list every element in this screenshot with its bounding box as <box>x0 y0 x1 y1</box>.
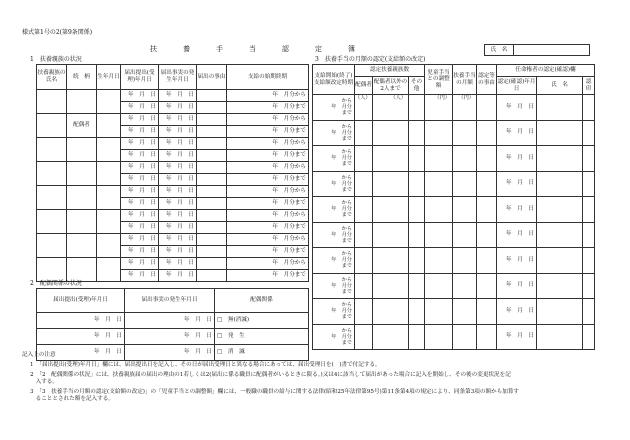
filed-date-cell[interactable]: 年 月 日 <box>121 150 159 162</box>
event-date-cell[interactable]: 年 月 日 <box>159 186 197 198</box>
period-cell[interactable] <box>313 299 355 325</box>
kara-label: から <box>341 276 352 283</box>
header-dependent-name: 扶養親族の氏名 <box>37 65 67 90</box>
dependent-name-cell[interactable] <box>37 90 67 114</box>
made-label: まで <box>341 288 352 295</box>
seal-cell[interactable] <box>583 197 595 223</box>
note-item: 3 「3 扶養手当の月額の認定(支給額の改定)」の「児童手当との調整額」欄には、一般職の職員の給与に関する法律(昭和25年法律第95号)第11条第4項の規定により、同条第3項の額から加算す <box>30 389 520 395</box>
reason-cell[interactable] <box>197 210 227 222</box>
event-date-cell[interactable]: 年 月 日 <box>159 102 197 114</box>
reason-cell[interactable] <box>197 222 227 234</box>
payment-end-cell[interactable]: 年 月分まで <box>227 222 309 234</box>
made-label: まで <box>341 237 352 244</box>
others2-count-cell[interactable] <box>373 197 409 223</box>
header-child-adjust: 児童手当との調整額 <box>425 65 453 95</box>
monthly-cell[interactable] <box>453 299 477 325</box>
seal-name-cell[interactable] <box>537 171 583 197</box>
header-payment: 支給の始期終期 <box>227 65 309 90</box>
event-date-cell[interactable]: 年 月 日 <box>159 198 197 210</box>
filed-date-cell[interactable]: 年 月 日 <box>121 162 159 174</box>
monthly-cell[interactable] <box>453 273 477 299</box>
made-label: まで <box>341 339 352 346</box>
reason-cell[interactable] <box>477 146 497 172</box>
dependent-name-cell[interactable] <box>37 258 67 282</box>
filed-date-cell[interactable]: 年 月 日 <box>121 198 159 210</box>
event-date-cell[interactable]: 年 月 日 <box>159 270 197 282</box>
month-label: 年 月分 <box>331 155 352 162</box>
kara-label: から <box>341 98 352 105</box>
child-adjust-cell[interactable] <box>425 171 453 197</box>
filed-date-cell[interactable]: 年 月 日 <box>121 210 159 222</box>
filed-date-cell[interactable]: 年 月 日 <box>121 234 159 246</box>
reason-cell[interactable] <box>197 174 227 186</box>
made-label: まで <box>341 314 352 321</box>
event-date-cell[interactable]: 年 月 日 <box>159 210 197 222</box>
dependent-name-cell[interactable] <box>37 138 67 162</box>
child-adjust-cell[interactable] <box>425 324 453 350</box>
seal-name-cell[interactable] <box>537 299 583 325</box>
dependent-row <box>37 210 309 222</box>
others2-count-cell[interactable] <box>373 299 409 325</box>
child-adjust-cell[interactable] <box>425 273 453 299</box>
period-cell[interactable] <box>313 120 355 146</box>
header-period: 支給開始(終了)支給額改定時期 <box>313 65 355 95</box>
spouse-option-none[interactable]: □ 無(消滅) <box>215 313 309 329</box>
relation-cell[interactable] <box>67 138 97 162</box>
spouse-event-date[interactable]: 年 月 日 <box>125 329 215 345</box>
note-item: 1 「届出提出(受理)年月日」欄には、届出提出日を記入し、その日が届出受理日と異なる場合にあっては、届出受理日を( )書で付記する。 <box>30 362 381 368</box>
kara-label: から <box>341 149 352 156</box>
month-label: 年 月分 <box>331 206 352 213</box>
other-count-cell[interactable] <box>409 222 425 248</box>
reason-cell[interactable] <box>197 246 227 258</box>
approval-date-cell[interactable]: 年 月 日 <box>497 146 537 172</box>
seal-name-cell[interactable] <box>537 197 583 223</box>
month-label: 年 月分 <box>331 231 352 238</box>
made-label: まで <box>341 161 352 168</box>
child-adjust-cell[interactable] <box>425 248 453 274</box>
header-monthly: 扶養手当の月額 <box>453 65 477 95</box>
payment-end-cell[interactable]: 年 月分まで <box>227 102 309 114</box>
payment-start-cell[interactable]: 年 月分から <box>227 90 309 102</box>
spouse-event-date[interactable]: 年 月 日 <box>125 313 215 329</box>
approval-date-cell[interactable]: 年 月 日 <box>497 222 537 248</box>
reason-cell[interactable] <box>477 120 497 146</box>
event-date-cell[interactable]: 年 月 日 <box>159 162 197 174</box>
notes-list <box>30 362 519 403</box>
filed-date-cell[interactable]: 年 月 日 <box>121 258 159 270</box>
header-count-group: 認定扶養親族数 <box>355 65 425 77</box>
header-others2: 配偶者以外の2人まで <box>373 77 409 95</box>
monthly-cell[interactable]: （円） <box>453 95 477 121</box>
seal-cell[interactable] <box>583 171 595 197</box>
spouse-filed-date[interactable]: 年 月 日 <box>37 345 125 361</box>
relation-cell[interactable] <box>67 234 97 258</box>
others2-count-cell[interactable] <box>373 171 409 197</box>
name-box <box>484 44 590 56</box>
reason-cell[interactable] <box>197 90 227 102</box>
dependent-row <box>37 186 309 198</box>
reason-cell[interactable] <box>477 248 497 274</box>
period-cell[interactable] <box>313 146 355 172</box>
relation-cell[interactable] <box>67 186 97 210</box>
spouse-count-cell[interactable] <box>355 324 373 350</box>
seal-name-cell[interactable] <box>537 95 583 121</box>
relation-cell[interactable] <box>67 258 97 282</box>
reason-cell[interactable] <box>477 95 497 121</box>
note-item: ることとされた額を記入する。 <box>30 396 114 402</box>
relation-cell[interactable] <box>67 90 97 114</box>
spouse-filed-date[interactable]: 年 月 日 <box>37 313 125 329</box>
spouse-count-cell[interactable] <box>355 273 373 299</box>
other-count-cell[interactable] <box>409 197 425 223</box>
birth-cell[interactable] <box>97 90 121 114</box>
filed-date-cell[interactable]: 年 月 日 <box>121 246 159 258</box>
monthly-cell[interactable] <box>453 146 477 172</box>
payment-start-cell[interactable]: 年 月分から <box>227 114 309 126</box>
header-event: 届出事実の発生年月日 <box>159 65 197 90</box>
filed-date-cell[interactable]: 年 月 日 <box>121 126 159 138</box>
header-approval-date: 認定(確認)年月日 <box>497 77 537 95</box>
dependent-row <box>37 114 309 126</box>
kara-label: から <box>341 200 352 207</box>
made-label: まで <box>341 263 352 270</box>
reason-cell[interactable] <box>197 102 227 114</box>
birth-cell[interactable] <box>97 114 121 138</box>
other-count-cell[interactable] <box>409 95 425 121</box>
dependent-name-cell[interactable] <box>37 114 67 138</box>
spouse-event-date[interactable]: 年 月 日 <box>125 345 215 361</box>
allowance-row <box>313 146 595 172</box>
child-adjust-cell[interactable]: （円） <box>425 95 453 121</box>
filed-date-cell[interactable]: 年 月 日 <box>121 222 159 234</box>
dependent-row <box>37 138 309 150</box>
filed-date-cell[interactable]: 年 月 日 <box>121 174 159 186</box>
period-cell[interactable] <box>313 171 355 197</box>
payment-end-cell[interactable]: 年 月分まで <box>227 270 309 282</box>
monthly-cell[interactable] <box>453 248 477 274</box>
period-cell[interactable] <box>313 248 355 274</box>
made-label: まで <box>341 135 352 142</box>
seal-cell[interactable] <box>583 248 595 274</box>
filed-date-cell[interactable]: 年 月 日 <box>121 138 159 150</box>
section1-heading: 1 扶養親族の状況 <box>30 56 82 63</box>
reason-cell[interactable] <box>197 186 227 198</box>
dependent-name-cell[interactable] <box>37 210 67 234</box>
event-date-cell[interactable]: 年 月 日 <box>159 222 197 234</box>
month-label: 年 月分 <box>331 129 352 136</box>
other-count-cell[interactable] <box>409 171 425 197</box>
kara-label: から <box>341 251 352 258</box>
payment-start-cell[interactable]: 年 月分から <box>227 186 309 198</box>
filed-date-cell[interactable]: 年 月 日 <box>121 186 159 198</box>
child-adjust-cell[interactable] <box>425 197 453 223</box>
others2-count-cell[interactable] <box>373 222 409 248</box>
allowance-row <box>313 171 595 197</box>
reason-cell[interactable] <box>477 222 497 248</box>
reason-cell[interactable] <box>197 258 227 270</box>
header-other: その他 <box>409 77 425 95</box>
seal-cell[interactable] <box>583 120 595 146</box>
spouse-count-cell[interactable] <box>355 146 373 172</box>
event-date-cell[interactable]: 年 月 日 <box>159 246 197 258</box>
other-count-cell[interactable] <box>409 324 425 350</box>
allowance-row <box>313 299 595 325</box>
allowance-row <box>313 120 595 146</box>
spouse-count-cell[interactable] <box>355 120 373 146</box>
payment-start-cell[interactable]: 年 月分から <box>227 258 309 270</box>
seal-cell[interactable] <box>583 222 595 248</box>
reason-cell[interactable] <box>197 114 227 126</box>
spouse-count-cell[interactable] <box>355 299 373 325</box>
seal-cell[interactable] <box>583 95 595 121</box>
spouse-count-cell[interactable] <box>355 222 373 248</box>
event-date-cell[interactable]: 年 月 日 <box>159 114 197 126</box>
spouse-count-cell[interactable] <box>355 197 373 223</box>
others2-count-cell[interactable] <box>373 324 409 350</box>
spouse-option-end[interactable]: □ 消 滅 <box>215 345 309 361</box>
header-seal: 認印 <box>583 77 595 95</box>
dependent-row <box>37 90 309 102</box>
dependent-name-cell[interactable] <box>37 162 67 186</box>
monthly-cell[interactable] <box>453 324 477 350</box>
reason-cell[interactable] <box>197 150 227 162</box>
name-field[interactable] <box>514 45 590 56</box>
month-label: 年 月分 <box>331 282 352 289</box>
dependent-row <box>37 234 309 246</box>
period-cell[interactable] <box>313 324 355 350</box>
seal-name-cell[interactable] <box>537 120 583 146</box>
birth-cell[interactable] <box>97 162 121 186</box>
spouse-count-cell[interactable] <box>355 171 373 197</box>
approval-date-cell[interactable]: 年 月 日 <box>497 248 537 274</box>
dependent-row <box>37 258 309 270</box>
reason-cell[interactable] <box>477 171 497 197</box>
others2-count-cell[interactable] <box>373 120 409 146</box>
reason-cell[interactable] <box>197 138 227 150</box>
approval-date-cell[interactable]: 年 月 日 <box>497 120 537 146</box>
month-label: 年 月分 <box>331 180 352 187</box>
reason-cell[interactable] <box>197 198 227 210</box>
made-label: まで <box>341 186 352 193</box>
birth-cell[interactable] <box>97 234 121 258</box>
payment-start-cell[interactable]: 年 月分から <box>227 234 309 246</box>
spouse-table <box>36 288 309 361</box>
allowance-row <box>313 248 595 274</box>
seal-name-cell[interactable] <box>537 273 583 299</box>
other-count-cell[interactable] <box>409 248 425 274</box>
header-reason: 認定等の事由 <box>477 65 497 95</box>
month-label: 年 月分 <box>331 257 352 264</box>
seal-cell[interactable] <box>583 146 595 172</box>
monthly-cell[interactable] <box>453 222 477 248</box>
month-label: 年 月分 <box>331 104 352 111</box>
month-label: 年 月分 <box>331 308 352 315</box>
monthly-cell[interactable] <box>453 120 477 146</box>
other-count-cell[interactable] <box>409 146 425 172</box>
approval-date-cell[interactable]: 年 月 日 <box>497 273 537 299</box>
approval-date-cell[interactable]: 年 月 日 <box>497 197 537 223</box>
payment-end-cell[interactable]: 年 月分まで <box>227 174 309 186</box>
seal-name-cell[interactable] <box>537 324 583 350</box>
name-label: 氏 名 <box>485 45 514 56</box>
seal-cell[interactable] <box>583 299 595 325</box>
others2-count-cell[interactable]: （人） <box>373 95 409 121</box>
approval-date-cell[interactable]: 年 月 日 <box>497 299 537 325</box>
header-seal-name: 氏 名 <box>537 77 583 95</box>
reason-cell[interactable] <box>477 299 497 325</box>
birth-cell[interactable] <box>97 258 121 282</box>
payment-start-cell[interactable]: 年 月分から <box>227 138 309 150</box>
event-date-cell[interactable]: 年 月 日 <box>159 126 197 138</box>
event-date-cell[interactable]: 年 月 日 <box>159 234 197 246</box>
header-manager-group: 任命権者の認定(確認)欄 <box>497 65 595 77</box>
reason-cell[interactable] <box>197 270 227 282</box>
birth-cell[interactable] <box>97 138 121 162</box>
payment-end-cell[interactable]: 年 月分まで <box>227 246 309 258</box>
other-count-cell[interactable] <box>409 120 425 146</box>
section3-heading: 3 扶養手当の月額の認定(支給額の改定) <box>315 56 426 63</box>
filed-date-cell[interactable]: 年 月 日 <box>121 102 159 114</box>
child-adjust-cell[interactable] <box>425 146 453 172</box>
seal-cell[interactable] <box>583 273 595 299</box>
reason-cell[interactable] <box>197 234 227 246</box>
dependent-name-cell[interactable] <box>37 186 67 210</box>
payment-start-cell[interactable]: 年 月分から <box>227 210 309 222</box>
spouse-option-occur[interactable]: □ 発 生 <box>215 329 309 345</box>
allowance-row <box>313 95 595 121</box>
allowance-row <box>313 273 595 299</box>
filed-date-cell[interactable]: 年 月 日 <box>121 90 159 102</box>
period-cell[interactable] <box>313 95 355 121</box>
spouse-count-cell[interactable] <box>355 248 373 274</box>
dependents-table <box>36 64 309 282</box>
spouse-filed-date[interactable]: 年 月 日 <box>37 329 125 345</box>
reason-cell[interactable] <box>477 324 497 350</box>
header-relation: 続 柄 <box>67 65 97 90</box>
child-adjust-cell[interactable] <box>425 120 453 146</box>
payment-end-cell[interactable]: 年 月分まで <box>227 126 309 138</box>
header-filed: 届出提出(受理)年月日 <box>121 65 159 90</box>
section2-heading: 2 配偶関係の状況 <box>30 280 82 287</box>
kara-label: から <box>341 302 352 309</box>
payment-start-cell[interactable]: 年 月分から <box>227 162 309 174</box>
others2-count-cell[interactable] <box>373 146 409 172</box>
seal-cell[interactable] <box>583 324 595 350</box>
spouse-header-filed: 届出提出(受理)年月日 <box>37 289 125 313</box>
kara-label: から <box>341 174 352 181</box>
reason-cell[interactable] <box>197 126 227 138</box>
filed-date-cell[interactable]: 年 月 日 <box>121 114 159 126</box>
others2-count-cell[interactable] <box>373 273 409 299</box>
birth-cell[interactable] <box>97 210 121 234</box>
others2-count-cell[interactable] <box>373 248 409 274</box>
made-label: まで <box>341 110 352 117</box>
payment-end-cell[interactable]: 年 月分まで <box>227 198 309 210</box>
allowance-table <box>312 64 595 350</box>
note-item: 2 「2 配偶関係の状況」には、扶養親族届の届出の理由の1若しくは2(届出に係る職員に配偶者がいるときに限る。)又は4に該当して届出があった場合に記入を開始し、その後の変更状況を記 <box>30 372 511 378</box>
relation-cell[interactable] <box>67 210 97 234</box>
period-cell[interactable] <box>313 273 355 299</box>
event-date-cell[interactable]: 年 月 日 <box>159 90 197 102</box>
note-item: 入する。 <box>30 379 58 385</box>
made-label: まで <box>341 212 352 219</box>
kara-label: から <box>341 123 352 130</box>
header-birth: 生年月日 <box>97 65 121 90</box>
child-adjust-cell[interactable] <box>425 299 453 325</box>
seal-name-cell[interactable] <box>537 146 583 172</box>
approval-date-cell[interactable]: 年 月 日 <box>497 324 537 350</box>
allowance-row <box>313 222 595 248</box>
dependent-row <box>37 162 309 174</box>
header-spouse: 配偶者 <box>355 77 373 95</box>
payment-end-cell[interactable]: 年 月分まで <box>227 150 309 162</box>
spouse-count-cell[interactable]: （人） <box>355 95 373 121</box>
approval-date-cell[interactable]: 年 月 日 <box>497 95 537 121</box>
spouse-header-event: 届出事実の発生年月日 <box>125 289 215 313</box>
other-count-cell[interactable] <box>409 299 425 325</box>
spouse-header-relation: 配偶関係 <box>215 289 309 313</box>
allowance-row <box>313 324 595 350</box>
event-date-cell[interactable]: 年 月 日 <box>159 174 197 186</box>
event-date-cell[interactable]: 年 月 日 <box>159 258 197 270</box>
allowance-row <box>313 197 595 223</box>
event-date-cell[interactable]: 年 月 日 <box>159 138 197 150</box>
event-date-cell[interactable]: 年 月 日 <box>159 150 197 162</box>
monthly-cell[interactable] <box>453 171 477 197</box>
notes-heading: 記入上の注意 <box>22 352 56 358</box>
birth-cell[interactable] <box>97 186 121 210</box>
reason-cell[interactable] <box>477 197 497 223</box>
monthly-cell[interactable] <box>453 197 477 223</box>
approval-date-cell[interactable]: 年 月 日 <box>497 171 537 197</box>
child-adjust-cell[interactable] <box>425 222 453 248</box>
reason-cell[interactable] <box>477 273 497 299</box>
seal-name-cell[interactable] <box>537 248 583 274</box>
relation-cell[interactable] <box>67 162 97 186</box>
kara-label: から <box>341 225 352 232</box>
relation-cell[interactable]: 配偶者 <box>67 114 97 138</box>
form-title: 扶養手当認定簿 <box>150 45 381 53</box>
header-reason: 届出の事由 <box>197 65 227 90</box>
form-number: 様式第1号の2(第9条関係) <box>22 29 93 36</box>
kara-label: から <box>341 327 352 334</box>
other-count-cell[interactable] <box>409 273 425 299</box>
seal-name-cell[interactable] <box>537 222 583 248</box>
month-label: 年 月分 <box>331 333 352 340</box>
filed-date-cell[interactable]: 年 月 日 <box>121 270 159 282</box>
period-cell[interactable] <box>313 197 355 223</box>
reason-cell[interactable] <box>197 162 227 174</box>
period-cell[interactable] <box>313 222 355 248</box>
dependent-name-cell[interactable] <box>37 234 67 258</box>
